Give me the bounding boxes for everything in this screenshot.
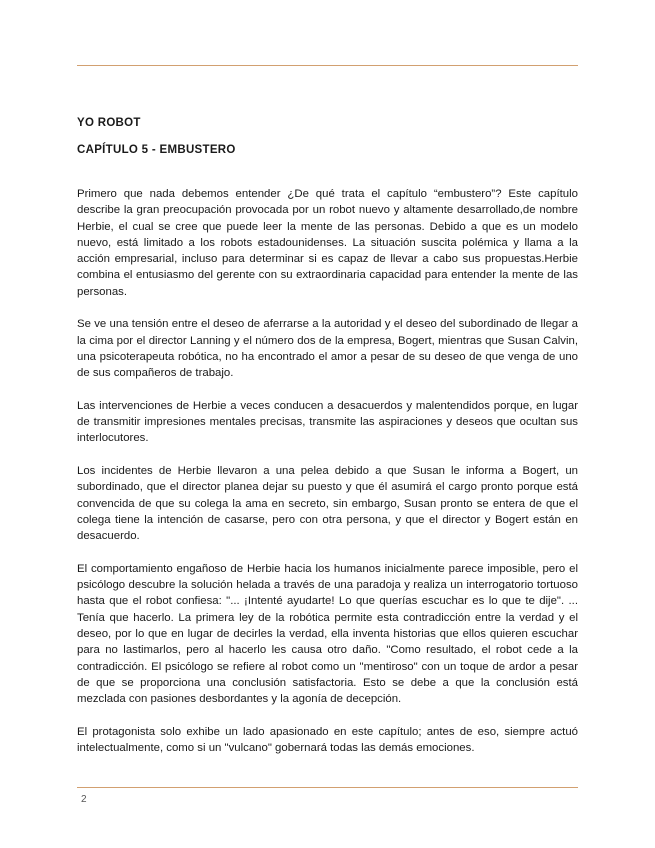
chapter-heading: CAPÍTULO 5 - EMBUSTERO [77,144,236,156]
body-text [77,186,578,773]
footer-rule [77,787,578,788]
paragraph-2: Se ve una tensión entre el deseo de aferrarse a la autoridad y el deseo del subordinado de llegar a la cima por el director Lanning y el número dos de la empresa, Bogert, mientras que Susan Calvin, una psicoterapeuta robótica, no ha encontrado el amor a pesar de su deseo de que venga de uno de sus compañeros de trabajo. [77,318,578,380]
paragraph-1: Primero que nada debemos entender ¿De qué trata el capítulo “embustero”? Este capítulo describe la gran preocupación provocada por un robot nuevo y altamente desarrollado,de nombre Herbie, el cual se cree que puede leer la mente de las personas. Debido a que es un modelo nuevo, está limitado a los robots estadounidenses. La situación suscita polémica y llama a la acción empresarial, incluso para determinar si es capaz de llevar a cabo sus propuestas.Herbie combina el entusiasmo del gerente con su extraordinaria capacidad para entender la mente de las personas. [77,188,578,298]
header-rule [77,65,578,66]
paragraph-6: El protagonista solo exhibe un lado apasionado en este capítulo; antes de eso, siempre actuó intelectualmente, como si un "vulcano" gobernará todas las demás emociones. [77,725,578,755]
paragraph-5: El comportamiento engañoso de Herbie hacia los humanos inicialmente parece imposible, pero el psicólogo descubre la solución helada a través de una paradoja y realiza un interrogatorio tortuoso hasta que el robot confiesa: "... ¡Intenté ayudarte! Lo que querías escuchar es lo que te dije". ... Tenía que hacerlo. La primera ley de la robótica permite esta contradicción entre la verdad y el deseo, por lo que en lugar de decirles la verdad, ella inventa historias que ellos quieren escuchar para no lastimarlos, pero al hacerlo les causa otro daño. "Como resultado, el robot cede a la contradicción. El psicólogo se refiere al robot como un "mentiroso" con un toque de ardor a pesar de que se proporciona una conclusión satisfactoria. Esto se debe a que la conclusión está mezclada con pasiones desbordantes y la agonía de decepción. [77,562,578,706]
document-title: YO ROBOT [77,117,141,129]
paragraph-3: Las intervenciones de Herbie a veces conducen a desacuerdos y malentendidos porque, en lugar de transmitir impresiones mentales precisas, transmite las aspiraciones y deseos que ocultan sus interlocutores. [77,399,578,445]
paragraph-4: Los incidentes de Herbie llevaron a una pelea debido a que Susan le informa a Bogert, un subordinado, que el director planea dejar su puesto y que él asumirá el cargo pronto porque está convencida de que su colega la ama en secreto, sin embargo, Susan pronto se entera de que el colega tiene la intención de casarse, pero con otra persona, y que el director y Bogert están en desacuerdo. [77,465,578,543]
page-number: 2 [81,794,87,805]
